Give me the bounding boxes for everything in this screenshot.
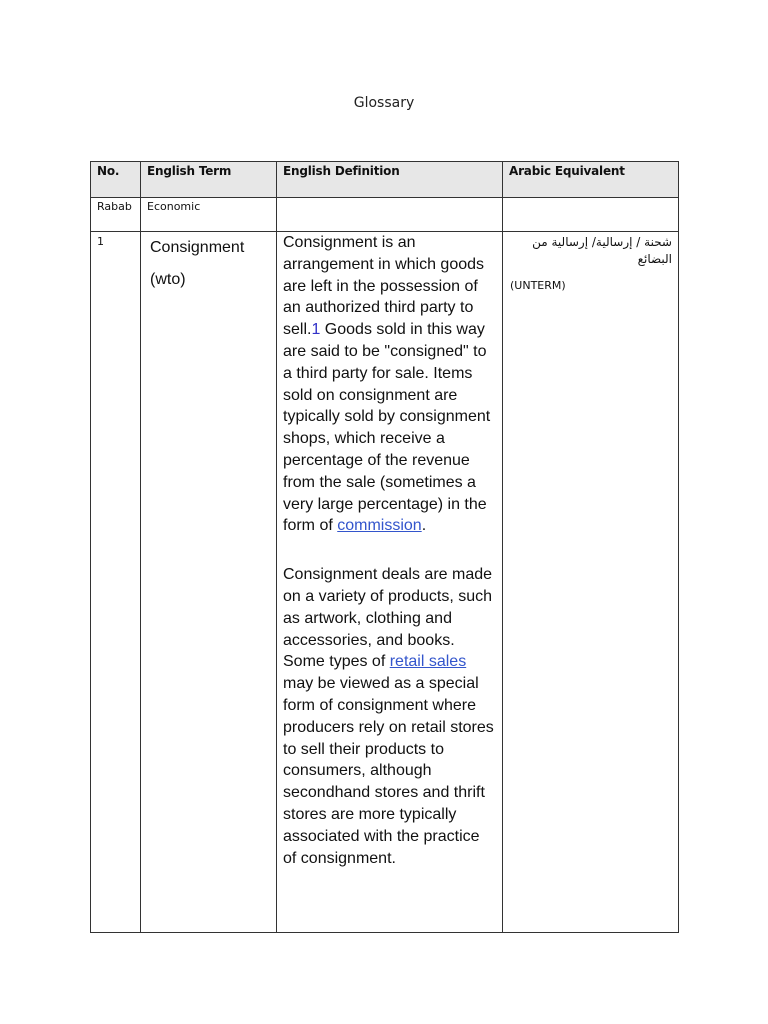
page-title: Glossary [353, 95, 415, 111]
header-english-term: English Term [141, 162, 277, 198]
header-arabic-equivalent: Arabic Equivalent [503, 162, 679, 198]
definition-p2-text-b: may be viewed as a special form of consignment where producers rely on retail stores to sell their products to consumers, although secondhand stores and thrift stores are more typically associated with the practice of consignment. [283, 675, 494, 867]
entry-term: Consignment [150, 239, 245, 256]
arabic-source: (UNTERM) [510, 279, 566, 292]
subheader-empty-arabic [503, 198, 679, 232]
entry-arabic-cell [503, 232, 679, 933]
definition-paragraph-2 [283, 564, 496, 869]
definition-p1-text-b: Goods sold in this way are said to be "consigned" to a third party for sale. Items sold on consignment are typically sold by consignment shops, which receive a percentage of the revenue from the sale (sometimes a very large percentage) in the form of [283, 321, 491, 535]
retail-sales-link[interactable]: retail sales [389, 653, 467, 671]
definition-paragraph-1 [283, 232, 496, 537]
arabic-equivalent: شحنة / إرسالية/ إرسالية من البضائع [532, 235, 672, 266]
table-header-row [91, 162, 679, 198]
definition-p1-text-a: Consignment is an arrangement in which goods are left in the possession of an authorized third party to sell. [283, 234, 485, 339]
entry-number-cell [91, 232, 141, 933]
header-english-definition: English Definition [277, 162, 503, 198]
footnote-reference[interactable]: 1 [311, 321, 321, 339]
subheader-domain: Economic [141, 198, 277, 232]
entry-definition-cell [277, 232, 503, 933]
definition-p2-text-a: Consignment deals are made on a variety of products, such as artwork, clothing and accessories, and books. Some types of [283, 566, 493, 671]
subheader-author: Rabab [91, 198, 141, 232]
table-row [91, 232, 679, 933]
table-subheader-row [91, 198, 679, 232]
entry-number: 1 [97, 235, 104, 248]
entry-term-source: (wto) [150, 271, 186, 288]
header-no: No. [91, 162, 141, 198]
subheader-empty-definition [277, 198, 503, 232]
glossary-table [90, 161, 679, 933]
definition-p1-end: . [421, 517, 427, 535]
entry-term-cell [141, 232, 277, 933]
commission-link[interactable]: commission [337, 517, 422, 535]
